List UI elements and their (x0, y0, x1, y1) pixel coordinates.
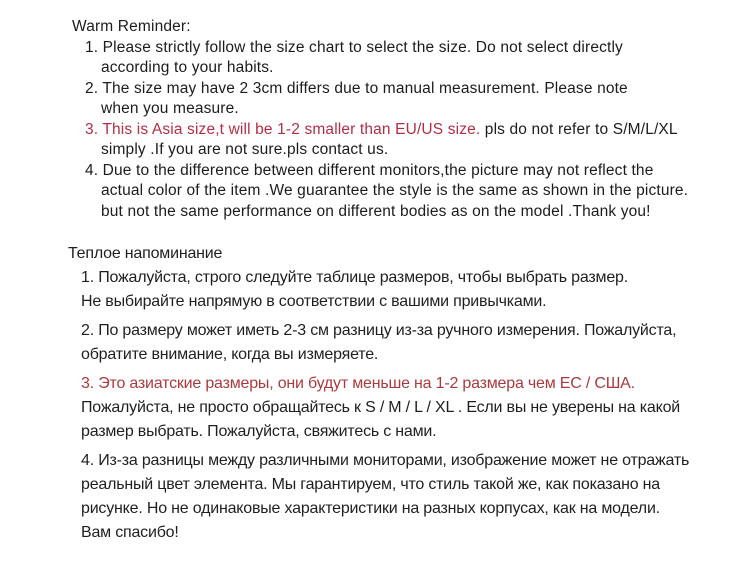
english-item-2-line-1: 2. The size may have 2 3cm differs due to manual measurement. Please note (85, 79, 628, 97)
english-item-2-line-2: when you measure. (101, 100, 239, 117)
english-item-4-line-1: 4. Due to the difference between different monitors,the picture may not reflect the (85, 161, 654, 179)
english-item-1-line-2: according to your habits. (101, 59, 274, 76)
russian-item-4-line-4: Вам спасибо! (81, 524, 179, 541)
russian-item-2-line-1: 2. По размеру может иметь 2-3 см разницу из-за ручного измерения. Пожалуйста, (81, 322, 677, 339)
english-item-4-line-3: but not the same performance on different bodies as on the model .Thank you! (101, 202, 651, 220)
english-item-4-line-2: actual color of the item .We guarantee the style is the same as shown in the picture. (101, 182, 689, 199)
english-section (0, 17, 688, 222)
english-item-3-line-2: simply .If you are not sure.pls contact us. (101, 141, 389, 158)
russian-item-4-line-1: 4. Из-за разницы между различными мониторами, изображение может не отражать (81, 452, 690, 469)
russian-item-4-line-3: рисунке. Но не одинаковые характеристики на разных корпусах, как на модели. (81, 500, 660, 517)
english-item-3-red-text: 3. This is Asia size,t will be 1-2 smaller than EU/US size. (85, 120, 481, 138)
russian-item-4-line-2: реальный цвет элемента. Мы гарантируем, что стиль такой же, как показано на (81, 476, 661, 493)
russian-item-2-line-2: обратите внимание, когда вы измеряете. (81, 346, 379, 363)
english-item-3-line-1 (85, 120, 688, 141)
russian-title: Теплое напоминание (68, 245, 223, 262)
english-item-1-line-1: 1. Please strictly follow the size chart to select the size. Do not select directly (85, 38, 623, 56)
russian-item-1-line-2: Не выбирайте напрямую в соответствии с вашими привычками. (81, 293, 547, 310)
russian-item-3-line-3: размер выбрать. Пожалуйста, свяжитесь с нами. (81, 423, 437, 440)
english-title: Warm Reminder: (72, 18, 191, 35)
russian-section (0, 242, 689, 545)
english-item-3-rest-text: pls do not refer to S/M/L/XL (480, 120, 678, 138)
russian-item-3-red-line: 3. Это азиатские размеры, они будут меньше на 1-2 размера чем ЕС / США. (81, 375, 635, 392)
russian-item-1-line-1: 1. Пожалуйста, строго следуйте таблице размеров, чтобы выбрать размер. (81, 269, 628, 286)
russian-item-3-line-2: Пожалуйста, не просто обращайтесь к S / M / L / XL . Если вы не уверены на какой (81, 399, 681, 416)
